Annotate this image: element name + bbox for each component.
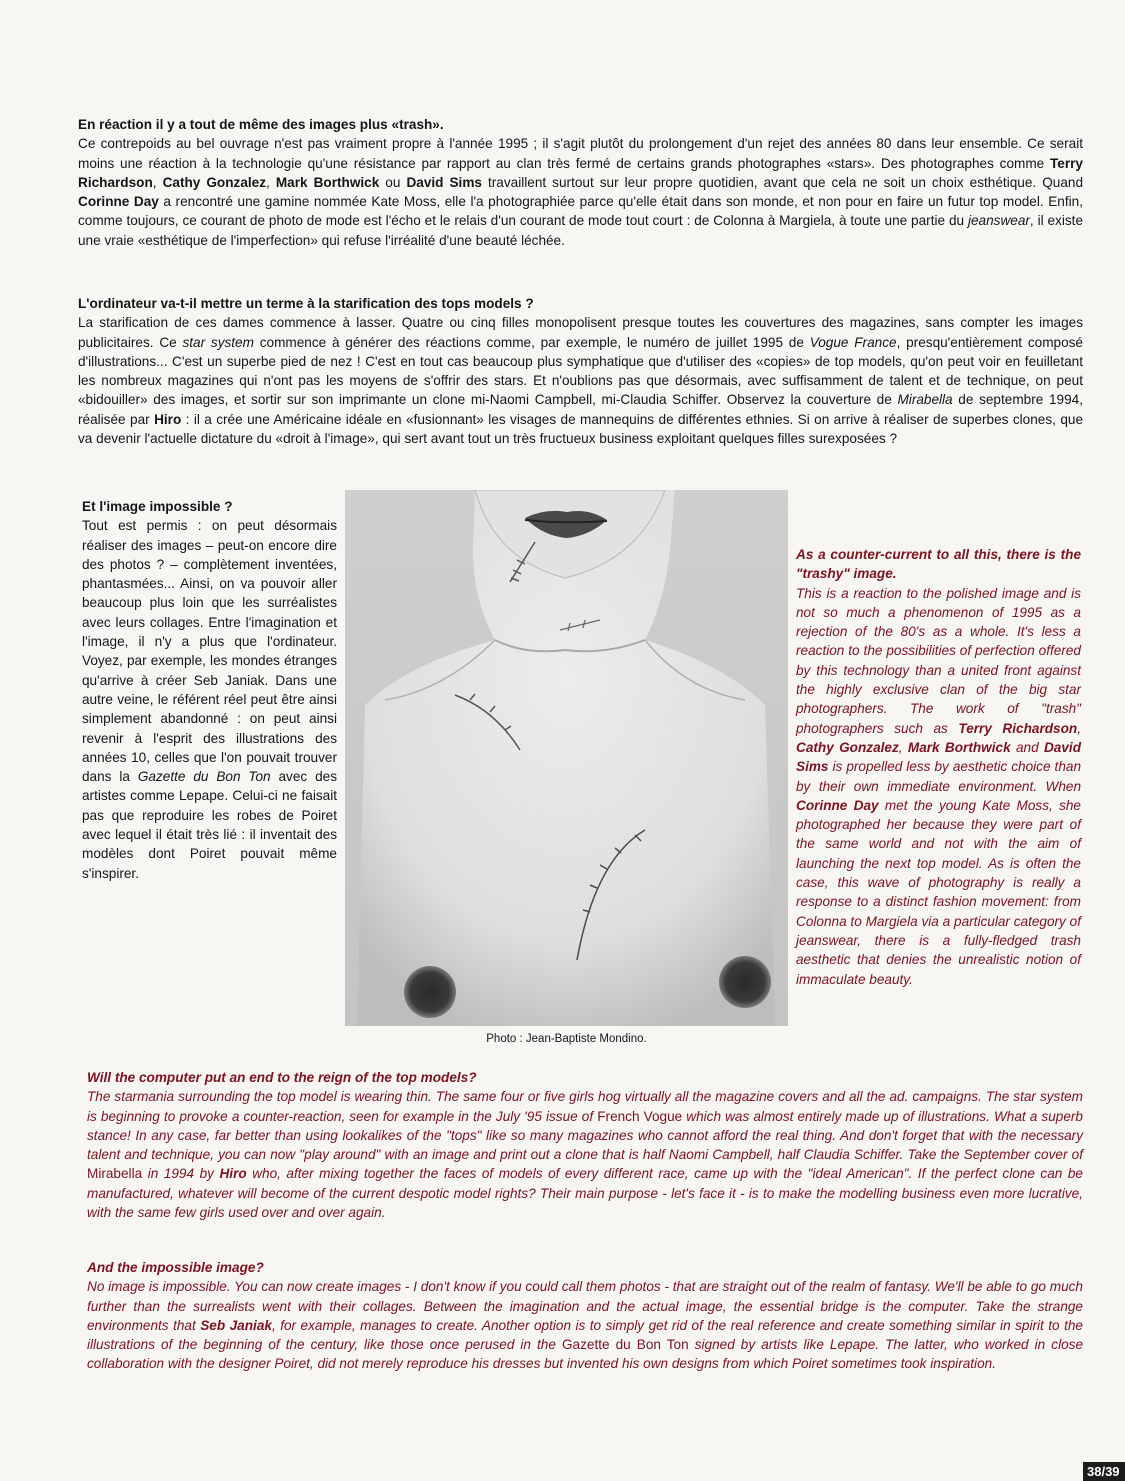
magazine-title: Mirabella xyxy=(897,392,953,408)
photographer-name: Mark Borthwick xyxy=(275,174,380,190)
photographer-name: Hiro xyxy=(154,411,182,427)
photographer-name: Cathy Gonzalez xyxy=(796,739,899,755)
photographer-name: Terry Richardson xyxy=(958,720,1078,736)
section-heading: L'ordinateur va-t-il mettre un terme à la starification des tops models ? xyxy=(78,296,534,311)
page-number: 38/39 xyxy=(1083,1462,1125,1481)
photographer-name: Corinne Day xyxy=(78,194,159,210)
section-trash-images-fr xyxy=(78,115,1083,250)
photographer-name: David Sims xyxy=(796,739,1082,775)
section-body xyxy=(87,1087,1083,1222)
text-run: and xyxy=(1010,739,1044,755)
text-run: This is a reaction to the polished image and is not so much a phenomenon of 1995 as a rejection of the 80's as a whole. It's less a reaction to the possibilities of perfection offered by this technology than a united front against the highly exclusive clan of the big star photographers. The work of "trash" photographers such as xyxy=(796,585,1081,736)
text-run: , presqu'entièrement composé d'illustrations... C'est un superbe pied de nez ! C'est en tout cas beaucoup plus symphatique que d'utiliser des «copies» de top models, qu'on peut voir en feuilletant les nombreux magazines qui n'ont pas les moyens de s'offrir des stars. Et n'oublions pas que désormais, avec suffisamment de talent et de technique, on peut «bidouiller» des images, et sortir sur son imprimante un clone mi-Naomi Campbell, mi-Claudia Schiffer. Observez la couverture de xyxy=(78,334,1083,408)
nipple-right xyxy=(719,956,771,1008)
section-heading: En réaction il y a tout de même des images plus «trash». xyxy=(78,117,444,132)
text-run: which was almost entirely made up of illustrations. What a superb stance! In any case, far better than using lookalikes of the "tops" like so many magazines who cannot afford the real thing. And don't forget that with the necessary talent and technique, you can now "play around" with an image and print out a clone that is half Naomi Campbell, half Claudia Schiffer. Take the September cover of xyxy=(87,1108,1083,1163)
text-run: met the young Kate Moss, she photographed her because they were part of the same world and not with the aim of launching the next top model. As is often the case, this wave of photography is really a response to a distinct fashion movement: from Colonna to Margiela via a particular category of jeanswear, there is a fully-fledged trash aesthetic that denies the unrealistic notion of immaculate beauty. xyxy=(796,797,1081,987)
photographer-name: Corinne Day xyxy=(796,797,879,813)
text-run: travaillent surtout sur leur propre quotidien, avant que cela ne soit un choix esthétique. Quand xyxy=(481,174,1084,190)
section-heading: And the impossible image? xyxy=(87,1260,264,1275)
text-run: is propelled less by aesthetic choice than by their own immediate environment. When xyxy=(796,759,1081,794)
magazine-title: Gazette du Bon Ton xyxy=(561,1337,689,1353)
magazine-title: Mirabella xyxy=(87,1166,143,1182)
section-body xyxy=(78,134,1083,250)
photographer-name: Mark Borthwick xyxy=(907,739,1011,755)
text-run: No image is impossible. You can now create images - I don't know if you could call them photos - that are straight out of the realm of fantasy. We'll be able to go much further than the surrealists went with their collages. Between the imagination and the actual image, the essential bridge is the computer. Take the strange environments that xyxy=(87,1279,1083,1333)
text-run: : il a crée une Américaine idéale en «fusionnant» les visages de mannequins de différentes ethnies. Si on arrive à réaliser de superbes clones, que va devenir l'actuelle dictature du «droit à l'image», qui sert avant tout un très fructueux business exploitant quelques filles surexposées ? xyxy=(78,411,1084,447)
text-run: ou xyxy=(379,174,407,190)
section-heading: Will the computer put an end to the reign of the top models? xyxy=(87,1070,477,1085)
text-run: , for example, manages to create. Another option is to simply get rid of the real reference and create something similar in spirit to the illustrations of the beginning of the century, like those once perused in the xyxy=(87,1317,1083,1353)
section-heading: As a counter-current to all this, there is the "trashy" image. xyxy=(796,547,1081,582)
mondino-photo xyxy=(345,490,788,1026)
section-trashy-image-en xyxy=(796,545,1081,989)
magazine-title: Gazette du Bon Ton xyxy=(137,769,271,785)
nipple-left xyxy=(404,966,456,1018)
section-body xyxy=(82,516,337,883)
photographer-name: David Sims xyxy=(406,174,482,190)
section-computer-top-models-fr xyxy=(78,294,1083,448)
text-run: commence à générer des réactions comme, par exemple, le numéro de juillet 1995 de xyxy=(253,334,810,350)
text-run: La starification de ces dames commence à lasser. Quatre ou cinq filles monopolisent presque toutes les couvertures des magazines, sans compter les images publicitaires. Ce xyxy=(78,315,1083,350)
text-run: , xyxy=(1077,720,1081,736)
text-run: de septembre 1994, réalisée par xyxy=(78,392,1083,427)
photographer-name: Terry Richardson xyxy=(78,155,1083,190)
magazine-title: French Vogue xyxy=(597,1108,683,1124)
text-run: in 1994 by xyxy=(142,1166,220,1182)
section-impossible-image-fr xyxy=(82,497,337,883)
section-computer-top-models-en xyxy=(87,1068,1083,1222)
text-run: , xyxy=(266,174,276,190)
section-body xyxy=(87,1277,1083,1373)
section-body xyxy=(796,584,1081,989)
text-run: signed by artists like Lepape. The latter, who worked in close collaboration with the designer Poiret, did not merely reproduce his dresses but invented his own designs from which Poiret sometimes took inspiration. xyxy=(87,1337,1084,1372)
section-heading: Et l'image impossible ? xyxy=(82,499,233,514)
text-run: avec des artistes comme Lepape. Celui-ci ne faisait pas que reproduire les robes de Poiret avec lequel il était très lié : il inventait des modèles dont Poiret pouvait même s'inspirer. xyxy=(82,769,337,881)
section-impossible-image-en xyxy=(87,1258,1083,1374)
text-run: , xyxy=(152,174,163,190)
text-run: Ce contrepoids au bel ouvrage n'est pas vraiment propre à l'année 1995 ; il s'agit plutôt du prolongement d'un rejet des années 80 dans leur ensemble. Ce serait moins une réaction à la technologie qu'une résistance par rapport au clan très fermé de certains grands photographes «stars». Des photographes comme xyxy=(78,136,1083,171)
text-run: , xyxy=(898,739,908,755)
text-run: The starmania surrounding the top model is wearing thin. The same four or five girls hog virtually all the magazine covers and all the ad. campaigns. The star system is beginning to provoke a counter-reaction, seen for example in the July '95 issue of xyxy=(87,1089,1083,1124)
photo-illustration xyxy=(345,490,788,1026)
photographer-name: Cathy Gonzalez xyxy=(162,174,267,190)
text-run: , il existe une vraie «esthétique de l'imperfection» qui refuse l'irréalité d'une beauté léchée. xyxy=(78,213,1084,248)
section-body xyxy=(78,313,1083,448)
text-run: who, after mixing together the faces of models of every different race, came up with the "ideal American". If the perfect clone can be manufactured, whatever will become of the current despotic model rights? Their main purpose - let's face it - is to make the modelling business even more lucrative, with the same few girls used over and over again. xyxy=(87,1166,1083,1221)
text-run: Tout est permis : on peut désormais réaliser des images – peut-on encore dire des photos ? – complètement inventées, phantasmées... Ainsi, on va pouvoir aller beaucoup plus loin que les surréalistes avec leurs collages. Entre l'imagination et l'image, il n'y a plus que l'ordinateur. Voyez, par exemple, les mondes étranges qu'arrive à créer Seb Janiak. Dans une autre veine, le référent réel peut être ainsi simplement abandonné : on peut ainsi revenir à l'esprit des illustrations des années 10, celles que l'on pouvait trouver dans la xyxy=(82,518,337,785)
magazine-title: Vogue France xyxy=(809,334,897,350)
italic-term: jeanswear xyxy=(967,213,1030,229)
text-run: a rencontré une gamine nommée Kate Moss, elle l'a photographiée parce qu'elle était dans son monde, et non pour en faire un futur top model. Enfin, comme toujours, ce courant de photo de mode est l'écho et le relais d'un courant de mode tout court : de Colonna à Margiela, à toute une partie du xyxy=(78,194,1083,229)
photographer-name: Hiro xyxy=(219,1166,247,1182)
photo-caption: Photo : Jean-Baptiste Mondino. xyxy=(486,1033,647,1045)
italic-term: star system xyxy=(182,334,254,350)
artist-name: Seb Janiak xyxy=(200,1317,272,1333)
